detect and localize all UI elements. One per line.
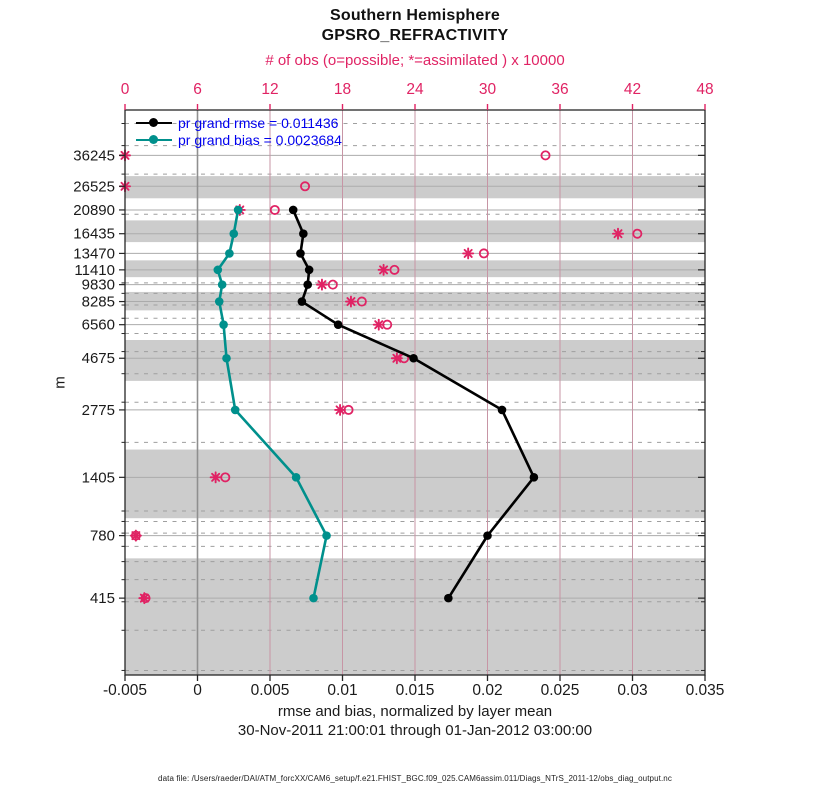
level-tick-label: 13470: [73, 245, 115, 263]
top-axis-label: # of obs (o=possible; *=assimilated ) x 10000: [265, 52, 565, 69]
level-tick-label: 6560: [81, 316, 115, 334]
bottom-tick-label: 0.03: [617, 682, 648, 699]
top-tick-label: 6: [193, 81, 202, 98]
bias-point: [229, 229, 238, 238]
bias-point: [292, 473, 301, 482]
bias-line-swatch: [136, 135, 172, 144]
rmse-point: [303, 280, 312, 289]
rmse-point: [289, 206, 298, 215]
chart-title: Southern Hemisphere: [329, 7, 501, 24]
chart-subtitle: GPSRO_REFRACTIVITY: [321, 27, 509, 44]
level-tick-label: 8285: [81, 293, 115, 311]
bias-point: [215, 297, 224, 306]
top-tick-label: 48: [696, 81, 714, 98]
y-axis-label: m: [51, 376, 69, 389]
rmse-point: [483, 531, 492, 540]
bottom-tick-label: 0.035: [685, 682, 725, 699]
rmse-point: [299, 229, 308, 238]
rmse-point: [296, 249, 305, 258]
bias-point: [225, 249, 234, 258]
top-tick-label: 36: [551, 81, 569, 98]
rmse-point: [530, 473, 539, 482]
level-tick-label: 11410: [74, 261, 115, 279]
top-tick-label: 12: [261, 81, 279, 98]
level-tick-label: 780: [89, 527, 115, 545]
legend-label-bias: pr grand bias = 0.0023684: [178, 131, 342, 148]
level-tick-label: 2775: [81, 401, 115, 419]
bottom-tick-label: 0.02: [472, 682, 503, 699]
rmse-line-swatch: [136, 118, 172, 127]
top-tick-label: 42: [623, 81, 642, 98]
bias-point: [234, 206, 243, 215]
top-tick-label: 0: [120, 81, 130, 98]
rmse-point: [444, 594, 453, 603]
bottom-tick-label: 0.025: [540, 682, 580, 699]
date-range-label: 30-Nov-2011 21:00:01 through 01-Jan-2012 03:00:00: [237, 722, 593, 739]
level-tick-label: 20890: [73, 201, 115, 219]
title-block: [125, 6, 705, 46]
bias-point: [218, 280, 227, 289]
bottom-tick-label: 0: [193, 682, 202, 699]
bias-point: [222, 354, 231, 363]
legend-item-bias: [136, 131, 342, 148]
bias-point: [322, 531, 331, 540]
x-axis-label: rmse and bias, normalized by layer mean: [277, 703, 553, 720]
rmse-point: [305, 266, 314, 275]
top-tick-label: 18: [333, 81, 352, 98]
bias-point: [231, 406, 240, 415]
top-tick-label: 24: [406, 81, 424, 98]
rmse-point: [409, 354, 418, 363]
level-tick-label: 16435: [73, 225, 115, 243]
level-tick-label: 36245: [73, 147, 115, 165]
bias-point: [309, 594, 318, 603]
bias-point: [214, 266, 223, 275]
bias-point: [219, 320, 228, 329]
bottom-tick-label: -0.005: [103, 682, 147, 699]
level-tick-label: 1405: [81, 469, 115, 487]
rmse-point: [334, 320, 343, 329]
top-tick-label: 30: [478, 81, 497, 98]
legend: [136, 114, 342, 148]
legend-label-rmse: pr grand rmse = 0.011436: [178, 114, 339, 131]
rmse-point: [298, 297, 307, 306]
level-tick-label: 415: [89, 590, 115, 608]
bottom-tick-label: 0.01: [327, 682, 358, 699]
level-tick-label: 26525: [73, 178, 115, 196]
legend-item-rmse: [136, 114, 342, 131]
data-file-footer: data file: /Users/raeder/DAI/ATM_forcXX/CAM6_setup/f.e21.FHIST_BGC.f09_025.CAM6assim.011/Diags_NTrS_2011-12/obs_diag_output.nc: [158, 774, 672, 783]
bottom-tick-label: 0.005: [250, 682, 290, 699]
rmse-point: [498, 406, 507, 415]
bottom-tick-label: 0.015: [395, 682, 435, 699]
level-tick-label: 9830: [81, 276, 115, 294]
level-tick-label: 4675: [81, 350, 115, 368]
